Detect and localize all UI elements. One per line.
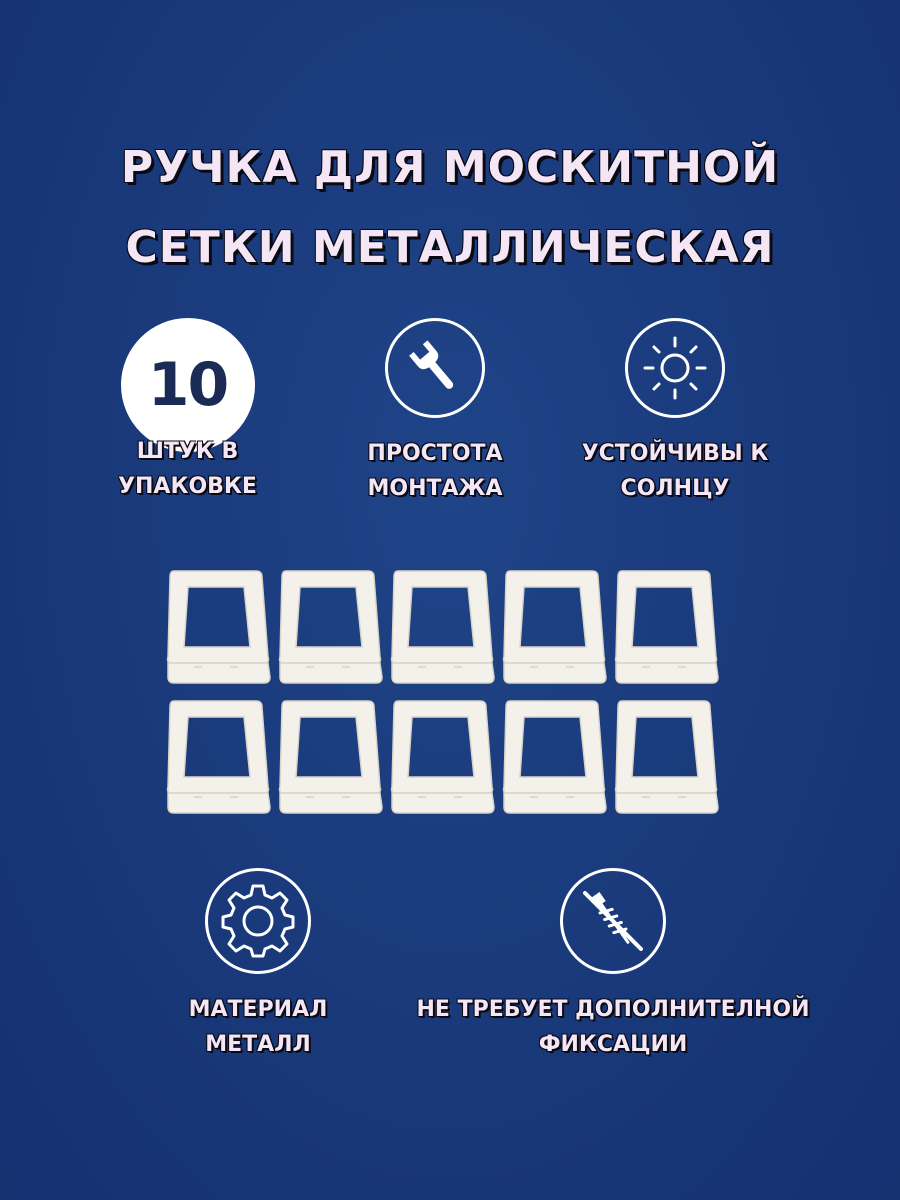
- feature-fixation-line2: ФИКСАЦИИ: [538, 1032, 688, 1057]
- handle-item: [272, 695, 388, 817]
- handle-image: [160, 565, 730, 825]
- feature-material-label: [155, 992, 361, 1062]
- handle-item: [384, 565, 500, 687]
- feature-fixation-label: [410, 992, 816, 1062]
- handle-item: [160, 695, 276, 817]
- feature-sun-label: [545, 436, 805, 506]
- feature-install-label: [315, 436, 555, 506]
- title-line-2: СЕТКИ МЕТАЛЛИЧЕСКАЯ: [125, 222, 775, 273]
- feature-fixation-line1: НЕ ТРЕБУЕТ ДОПОЛНИТЕЛНОЙ: [416, 997, 810, 1022]
- feature-sun: [581, 318, 769, 501]
- feature-material-line1: МАТЕРИАЛ: [188, 997, 328, 1022]
- count-number: 10: [147, 350, 228, 420]
- handle-item: [384, 695, 500, 817]
- handle-item: [160, 565, 276, 687]
- feature-install-line1: ПРОСТОТА: [367, 441, 503, 466]
- handle-item: [608, 565, 724, 687]
- feature-sun-line2: СОЛНЦУ: [620, 476, 730, 501]
- feature-sun-line1: УСТОЙЧИВЫ К: [581, 441, 769, 466]
- handle-item: [272, 565, 388, 687]
- handle-item: [496, 695, 612, 817]
- feature-count: [100, 318, 275, 499]
- feature-count-label: [70, 316, 305, 504]
- sun-icon: [625, 318, 725, 418]
- feature-material-line2: МЕТАЛЛ: [205, 1032, 311, 1057]
- feature-count-line2: УПАКОВКЕ: [118, 474, 257, 499]
- feature-install: [367, 318, 503, 501]
- handle-item: [608, 695, 724, 817]
- feature-install-line2: МОНТАЖА: [367, 476, 503, 501]
- feature-count-line1: ШТУК В: [136, 439, 239, 464]
- gear-icon: [205, 868, 311, 974]
- wrench-icon: [385, 318, 485, 418]
- page-title: [0, 128, 900, 288]
- no-screw-icon: [560, 868, 666, 974]
- handle-item: [496, 565, 612, 687]
- feature-material: [188, 868, 328, 1057]
- feature-fixation: [416, 868, 810, 1057]
- title-line-1: РУЧКА ДЛЯ МОСКИТНОЙ: [120, 142, 780, 193]
